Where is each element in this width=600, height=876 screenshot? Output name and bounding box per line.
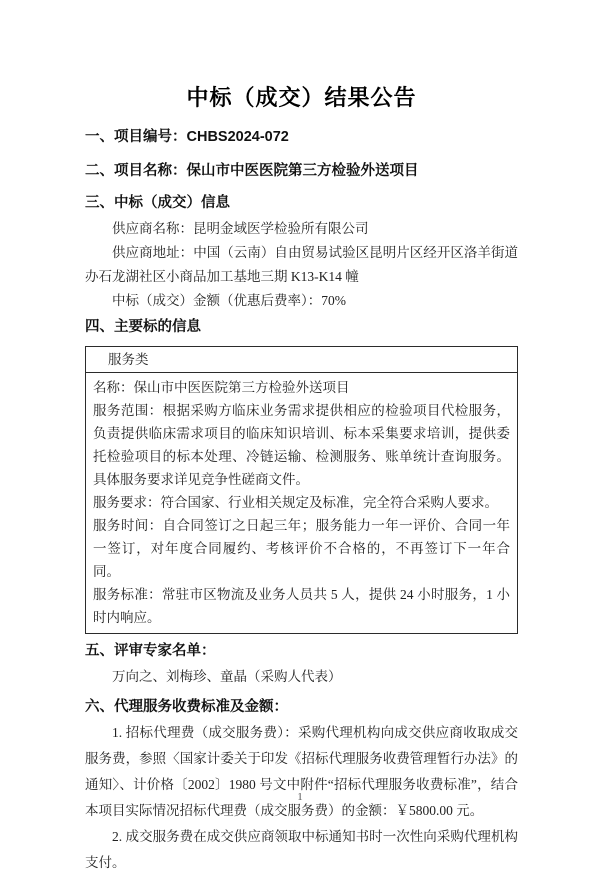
table-row-service-standard: 服务标准：常驻市区物流及业务人员共 5 人，提供 24 小时服务，1 小时内响应。 — [93, 587, 510, 625]
page-footer — [0, 787, 600, 805]
section-heading-project-name: 二、项目名称：保山市中医医院第三方检验外送项目 — [85, 163, 419, 179]
page-number: 1 — [297, 791, 303, 803]
document-title: 中标（成交）结果公告 — [186, 85, 417, 110]
section-heading-agency-fee: 六、代理服务收费标准及金额： — [85, 699, 288, 715]
main-subject-info-table — [85, 346, 518, 634]
table-row-service-time: 服务时间：自合同签订之日起三年；服务能力一年一评价、合同一年一签订，对年度合同履约、考核评价不合格的，不再签订下一年合同。 — [93, 518, 510, 579]
award-info-block — [85, 217, 518, 313]
table-row-service-requirement: 服务要求：符合国家、行业相关规定及标准，完全符合采购人要求。 — [93, 495, 498, 510]
table-row-service-name: 名称：保山市中医医院第三方检验外送项目 — [93, 380, 350, 395]
supplier-name: 供应商名称：昆明金域医学检验所有限公司 — [112, 221, 369, 236]
agency-fee-paragraph-1: 1. 招标代理费（成交服务费）：采购代理机构向成交供应商收取成交服务费，参照〈国家计委关于印发《招标代理服务收费管理暂行办法》的通知〉、计价格〔2002〕1980 号文中附件“招标代理服务收费标准”，结合本项目实际情况招标代理费（成交服务费）的金额：￥5800.00 元。 — [85, 725, 518, 818]
expert-names: 万向之、刘梅珍、童晶（采购人代表） — [112, 669, 342, 684]
award-amount: 中标（成交）金额（优惠后费率）：70% — [112, 293, 346, 308]
agency-fee-paragraph-2: 2. 成交服务费在成交供应商领取中标通知书时一次性向采购代理机构支付。 — [85, 829, 518, 870]
table-header-service-category: 服务类 — [86, 347, 517, 373]
section-heading-main-subject-info: 四、主要标的信息 — [85, 319, 201, 335]
section-heading-award-info: 三、中标（成交）信息 — [85, 195, 230, 211]
section-heading-expert-list: 五、评审专家名单： — [85, 643, 216, 659]
supplier-address: 供应商地址：中国（云南）自由贸易试验区昆明片区经开区洛羊街道办石龙湖社区小商品加工基地三期 K13-K14 幢 — [85, 245, 518, 284]
table-body — [86, 373, 517, 633]
section-heading-project-number: 一、项目编号：CHBS2024-072 — [85, 129, 289, 145]
table-row-service-scope: 服务范围：根据采购方临床业务需求提供相应的检验项目代检服务，负责提供临床需求项目的临床知识培训、标本采集要求培训，提供委托检验项目的标本处理、冷链运输、检测服务、账单统计查询服务。具体服务要求详见竞争性磋商文件。 — [93, 403, 510, 487]
